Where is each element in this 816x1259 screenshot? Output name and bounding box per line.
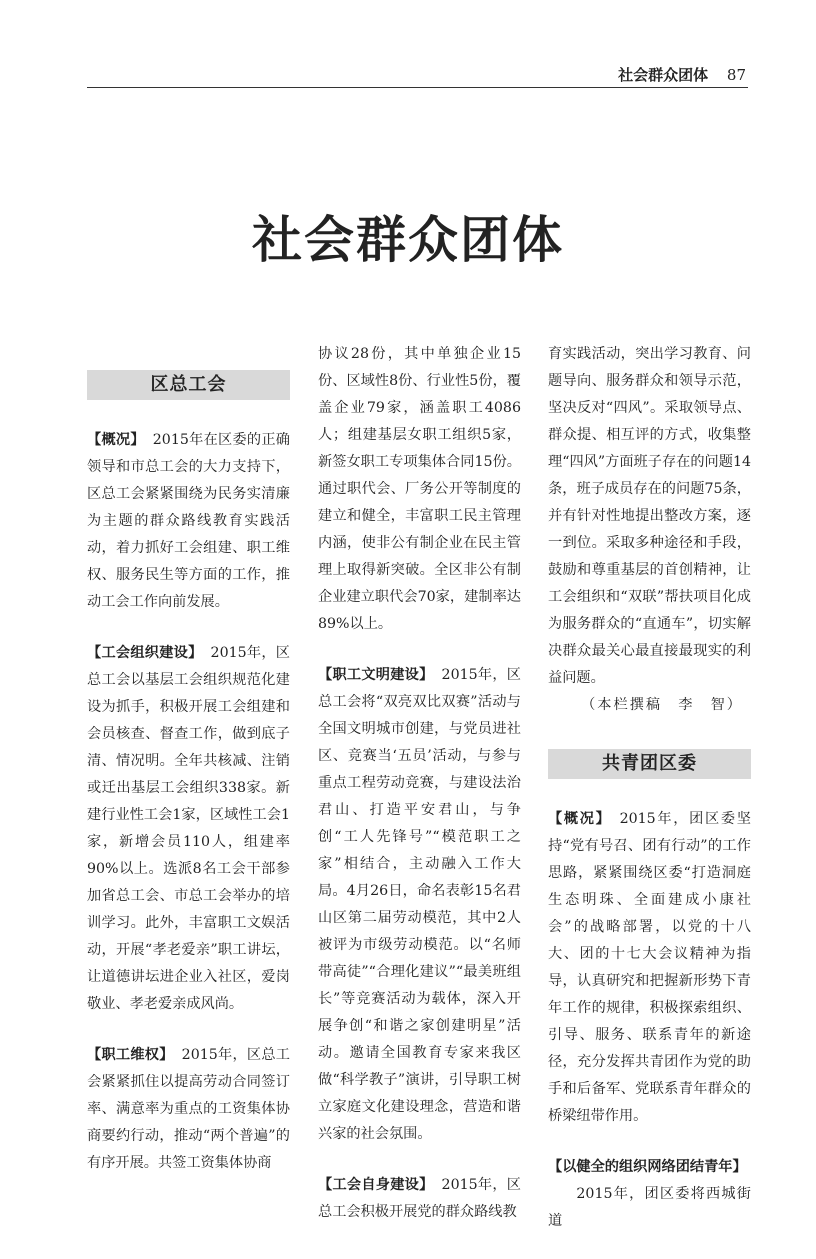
running-header-section: 社会群众团体 — [618, 66, 709, 84]
page-number: 87 — [726, 66, 746, 84]
paragraph-label: 【概况】 — [548, 811, 612, 827]
paragraph — [87, 1042, 290, 1177]
paragraph — [87, 640, 290, 1018]
section-heading: 共青团区委 — [548, 749, 751, 779]
paragraph-label: 【以健全的组织网络团结青年】 — [548, 1159, 747, 1175]
column-1 — [87, 370, 290, 1201]
paragraph-label: 【职工维权】 — [87, 1047, 174, 1063]
paragraph-text: 2015年，团区委坚持“党有号召、团有行动”的工作思路，紧紧围绕区委“打造洞庭生态明珠、全面建成小康社会”的战略部署，以党的十八大、团的十七大会议精神为指导，认真研究和把握新形势下青年工作的规律，积极探索组织、引导、服务、联系青年的新途径，充分发挥共青团作为党的助手和后备军、党联系青年群众的桥梁纽带作用。 — [548, 811, 751, 1124]
paragraph-text: 2015年，团区委将西城街道 — [548, 1186, 751, 1229]
paragraph-label: 【职工文明建设】 — [318, 667, 434, 683]
paragraph-text: 2015年，区总工会紧紧抓住以提高劳动合同签订率、满意率为重点的工资集体协商要约行动，推动“两个普遍”的有序开展。共签工资集体协商 — [87, 1047, 290, 1171]
byline: （本栏撰稿 李 智） — [581, 697, 743, 713]
paragraph-text: 2015年，区总工会以基层工会组织规范化建设为抓手，积极开展工会组建和会员核查、督查工作，做到底子清、情况明。全年共核减、注销或迁出基层工会组织338家。新建行业性工会1家，区域性工会1家，新增会员110人，组建率90%以上。选派8名工会干部参加省总工会、市总工会举办的培训学习。此外，丰富职工文娱活动，开展“孝老爱亲”职工讲坛，让道德讲坛进企业入社区，爱岗敬业、孝老爱亲成风尚。 — [87, 645, 290, 1012]
paragraph-label: 【概况】 — [87, 432, 145, 448]
chapter-title: 社会群众团体 — [252, 210, 564, 269]
paragraph — [87, 427, 290, 616]
paragraph-label: 【工会自身建设】 — [318, 1177, 434, 1193]
paragraph-continued — [318, 341, 521, 638]
paragraph-text: 2015年，区总工会将“双亮双比双赛”活动与全国文明城市创建，与党员进社区、竞赛当‘五员’活动，与参与重点工程劳动竞赛，与建设法治君山、打造平安君山，与争创“工人先锋号”“模范职工之家”相结合，主动融入工作大局。4月26日，命名表彰15名君山区第二届劳动模范，其中2人被评为市级劳动模范。以“名师带高徒”“合理化建议”“最美班组长”等竞赛活动为载体，深入开展争创“和谐之家创建明星”活动。邀请全国教育专家来我区做“科学教子”演讲，引导职工树立家庭文化建设理念，营造和谐兴家的社会氛围。 — [318, 667, 521, 1142]
paragraph — [548, 806, 751, 1130]
paragraph-text: 协议28份，其中单独企业15份、区域性8份、行业性5份，覆盖企业79家，涵盖职工4086人；组建基层女职工组织5家，新签女职工专项集体合同15份。通过职代会、厂务公开等制度的建立和健全，丰富职工民主管理内涵，使非公有制企业在民主管理上取得新突破。全区非公有制企业建立职代会70家，建制率达89%以上。 — [318, 346, 521, 632]
paragraph-continued — [548, 341, 751, 692]
paragraph-label: 【工会组织建设】 — [87, 645, 203, 661]
column-3 — [548, 341, 751, 1259]
section-heading: 区总工会 — [87, 370, 290, 400]
paragraph — [318, 1172, 521, 1226]
running-header — [618, 64, 746, 85]
paragraph-text: 育实践活动，突出学习教育、问题导向、服务群众和领导示范，坚决反对“四风”。采取领导点、群众提、相互评的方式，收集整理“四风”方面班子存在的问题14条，班子成员存在的问题75条，并有针对性地提出整改方案，逐一到位。采取多种途径和手段，鼓励和尊重基层的首创精神，让工会组织和“双联”帮扶项目化成为服务群众的“直通车”，切实解决群众最关心最直接最现实的利益问题。 — [548, 346, 751, 686]
header-rule — [87, 87, 748, 88]
column-2 — [318, 341, 521, 1250]
paragraph — [548, 1154, 751, 1235]
paragraph — [318, 662, 521, 1148]
paragraph-text: 2015年，区总工会积极开展党的群众路线教 — [318, 1177, 521, 1220]
paragraph-text: 2015年在区委的正确领导和市总工会的大力支持下，区总工会紧紧围绕为民务实清廉为主题的群众路线教育实践活动，着力抓好工会组建、职工维权、服务民生等方面的工作，推动工会工作向前发展。 — [87, 432, 290, 610]
